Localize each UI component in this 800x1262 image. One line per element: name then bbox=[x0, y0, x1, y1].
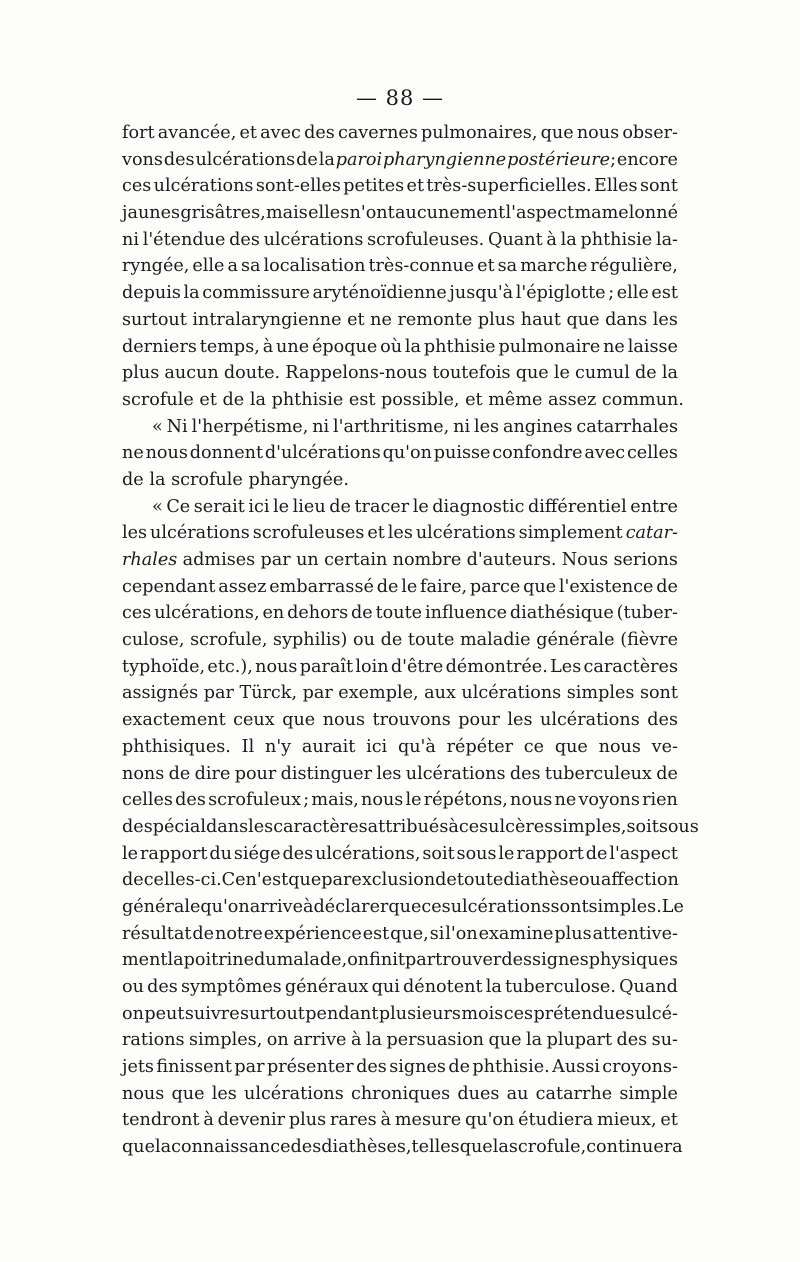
text-line: fort avancée, et avec des cavernes pulmonaires, que nous obser- bbox=[122, 123, 678, 143]
text-line: nons de dire pour distinguer les ulcérations des tuberculeux de bbox=[122, 763, 678, 784]
text-line: phthisiques. Il n'y aurait ici qu'à répéter ce que nous ve- bbox=[122, 736, 678, 757]
text-line: ces ulcérations sont-elles petites et très-superficielles. Elles sont bbox=[122, 176, 678, 197]
text-line: ryngée, elle a sa localisation très-connue et sa marche régulière, bbox=[122, 256, 678, 277]
text-line: de spécial dans les caractères attribués à ces ulcères simples, soit sous bbox=[122, 816, 699, 837]
text-line: rations simples, on arrive à la persuasion que la plupart des su- bbox=[122, 1030, 678, 1051]
text-line: nous que les ulcérations chroniques dues au catarrhe simple bbox=[122, 1083, 678, 1104]
text-line: résultat de notre expérience est que, si l'on examine plus attentive- bbox=[122, 923, 678, 944]
text-line: ne nous donnent d'ulcérations qu'on puisse confondre avec celles bbox=[122, 443, 678, 464]
text-line: le rapport du siége des ulcérations, soit sous le rapport de l'aspect bbox=[122, 843, 678, 864]
text-line: ni l'étendue des ulcérations scrofuleuses. Quant à la phthisie la- bbox=[122, 229, 678, 250]
text-line: depuis la commissure aryténoïdienne jusqu'à l'épiglotte ; elle est bbox=[122, 283, 678, 304]
text-line: jets finissent par présenter des signes de phthisie. Aussi croyons- bbox=[122, 1057, 678, 1078]
text-line: vons des ulcérations de la paroi pharyngienne postérieure; encore bbox=[122, 149, 678, 170]
text-line: de la scrofule pharyngée. bbox=[122, 469, 349, 490]
text-line: jaunes grisâtres, mais elles n'ont aucunement l'aspect mamelonné bbox=[122, 203, 678, 224]
text-line: surtout intralaryngienne et ne remonte plus haut que dans les bbox=[122, 309, 678, 330]
text-line: ou des symptômes généraux qui dénotent la tuberculose. Quand bbox=[122, 977, 678, 997]
text-line: cependant assez embarrassé de le faire, parce que l'existence de bbox=[122, 576, 678, 597]
text-line: celles des scrofuleux ; mais, nous le répétons, nous ne voyons rien bbox=[122, 790, 678, 811]
text-line: on peut suivre surtout pendant plusieurs mois ces prétendues ulcé- bbox=[122, 1003, 678, 1024]
text-line: typhoïde, etc.), nous paraît loin d'être démontrée. Les caractères bbox=[122, 656, 678, 677]
text-line: ment la poitrine du malade, on finit par trouver des signes physiques bbox=[122, 950, 678, 971]
text-line: exactement ceux que nous trouvons pour les ulcérations des bbox=[122, 710, 678, 731]
page-number: — 88 — bbox=[355, 86, 445, 110]
text-line: de celles-ci.Ce n'est que par exclusion de toute diathèse ou affection bbox=[122, 870, 679, 891]
text-line: « Ni l'herpétisme, ni l'arthritisme, ni les angines catarrhales bbox=[152, 416, 678, 437]
text-line: assignés par Türck, par exemple, aux ulcérations simples sont bbox=[122, 683, 678, 704]
text-line: générale qu'on arrive à déclarer que ces ulcérations sont simples. Le bbox=[122, 896, 684, 917]
text-line: tendront à devenir plus rares à mesure qu'on étudiera mieux, et bbox=[122, 1110, 678, 1131]
text-line: culose, scrofule, syphilis) ou de toute maladie générale (fièvre bbox=[122, 630, 678, 651]
text-line: plus aucun doute. Rappelons-nous toutefois que le cumul de la bbox=[122, 363, 678, 384]
text-line: ces ulcérations, en dehors de toute influence diathésique (tuber- bbox=[122, 603, 678, 624]
text-line: « Ce serait ici le lieu de tracer le diagnostic différentiel entre bbox=[152, 496, 678, 517]
text-line: rhales admises par un certain nombre d'auteurs. Nous serions bbox=[122, 550, 678, 570]
body-text bbox=[122, 120, 699, 1161]
text-line: derniers temps, à une époque où la phthisie pulmonaire ne laisse bbox=[122, 336, 678, 357]
text-line: les ulcérations scrofuleuses et les ulcérations simplement catar- bbox=[122, 523, 678, 544]
text-line: que la connaissance des diathèses, telles que la scrofule, continuera bbox=[122, 1137, 683, 1158]
text-line: scrofule et de la phthisie est possible, et même assez commun. bbox=[122, 389, 684, 410]
